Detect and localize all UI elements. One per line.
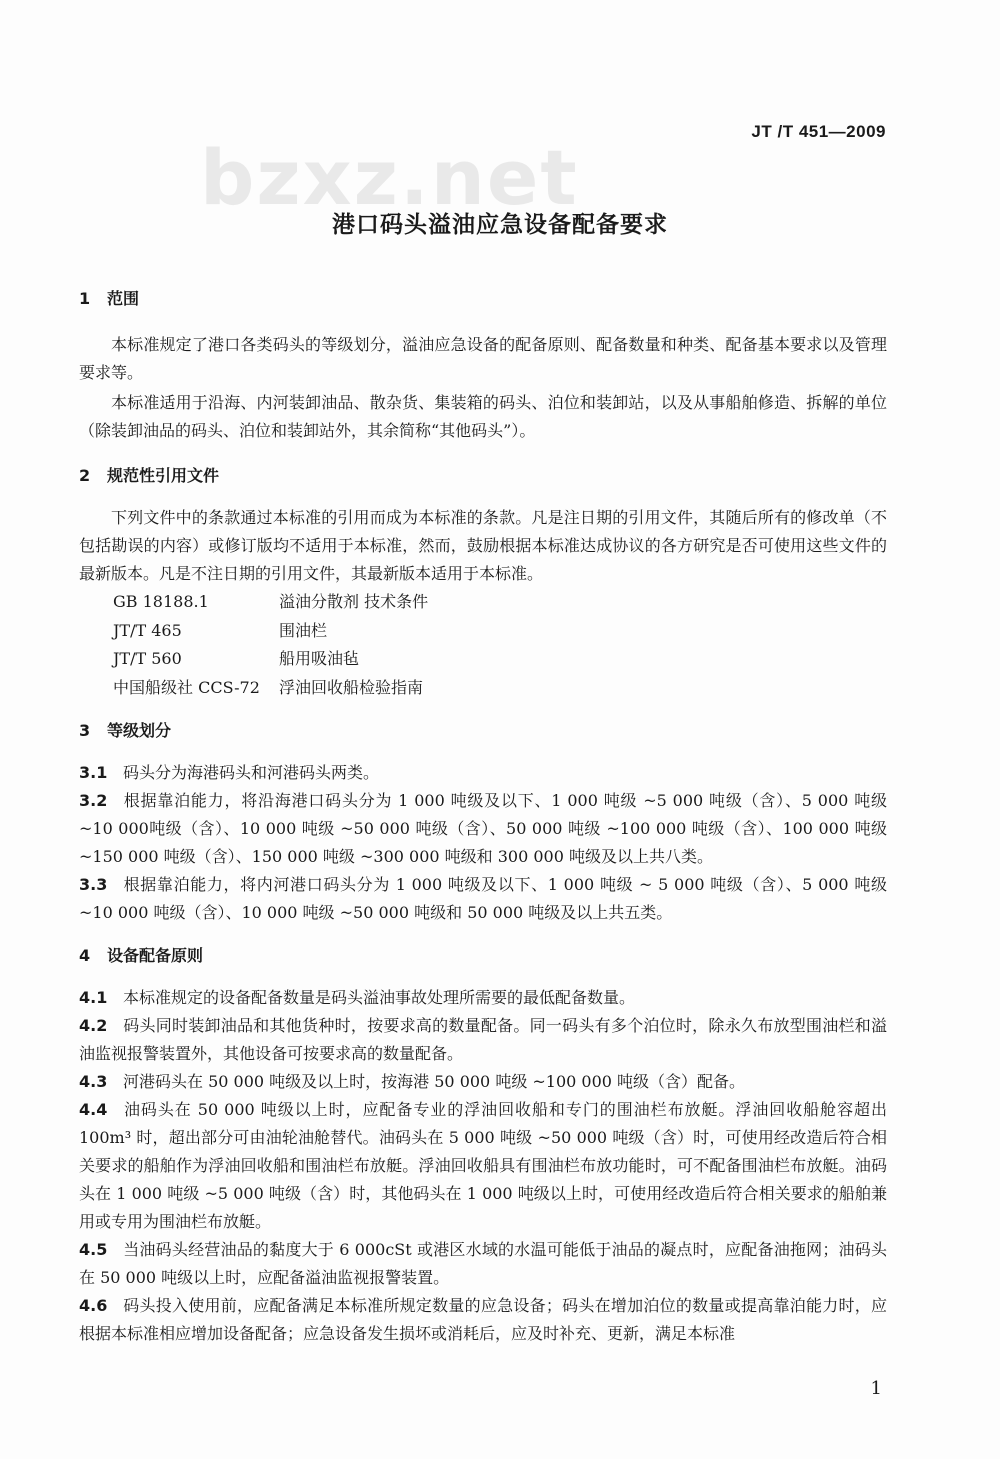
section-title: 规范性引用文件 — [107, 466, 220, 485]
reference-item — [113, 617, 887, 646]
section-number: 3 — [79, 721, 91, 740]
clause-number: 3.3 — [79, 875, 108, 894]
reference-name: 船用吸油毡 — [279, 649, 360, 668]
clause-text: 根据靠泊能力，将内河港口码头分为 1 000 吨级及以下、1 000 吨级 ~ 5 000 吨级（含）、5 000 吨级 ~10 000 吨级（含）、10 000 吨级 ~50 000 吨级和 50 000 吨级及以上共五类。 — [79, 875, 887, 922]
section-number: 1 — [79, 289, 91, 308]
clause-text: 油码头在 50 000 吨级以上时，应配备专业的浮油回收船和专门的围油栏布放艇。浮油回收船舱容超出 100m³ 时，超出部分可由油轮油舱替代。油码头在 5 000 吨级 ~50 000 吨级（含）时，可使用经改造后符合相关要求的船舶作为浮油回收船和围油栏布放艇。浮油回收船具有围油栏布放功能时，可不配备围油栏布放艇。油码头在 1 000 吨级 ~5 000 吨级（含）时，其他码头在 1 000 吨级以上时，可使用经改造后符合相关要求的船舶兼用或专用为围油栏布放艇。 — [79, 1100, 887, 1231]
clause — [79, 1068, 887, 1096]
reference-code: JT/T 560 — [113, 649, 182, 668]
reference-name: 浮油回收船检验指南 — [279, 677, 424, 697]
clause-text: 码头同时装卸油品和其他货种时，按要求高的数量配备。同一码头有多个泊位时，除永久布放型围油栏和溢油监视报警装置外，其他设备可按要求高的数量配备。 — [79, 1016, 887, 1063]
section-title: 设备配备原则 — [107, 946, 204, 965]
clause — [79, 984, 887, 1012]
reference-item — [113, 645, 887, 674]
clause — [79, 871, 887, 927]
section-title: 范围 — [107, 289, 140, 308]
clause-text: 当油码头经营油品的黏度大于 6 000cSt 或港区水域的水温可能低于油品的凝点时，应配备油拖网；油码头在 50 000 吨级以上时，应配备溢油监视报警装置。 — [79, 1240, 887, 1287]
paragraph: 本标准规定了港口各类码头的等级划分，溢油应急设备的配备原则、配备数量和种类、配备基本要求以及管理要求等。 — [79, 335, 887, 382]
reference-name: 溢油分散剂 技术条件 — [279, 592, 429, 611]
section-title: 等级划分 — [107, 721, 172, 740]
section-heading-2 — [79, 463, 887, 486]
clause-text: 码头投入使用前，应配备满足本标准所规定数量的应急设备；码头在增加泊位的数量或提高靠泊能力时，应根据本标准相应增加设备配备；应急设备发生损坏或消耗后，应及时补充、更新，满足本标准 — [79, 1296, 887, 1343]
clause-text: 根据靠泊能力，将沿海港口码头分为 1 000 吨级及以下、1 000 吨级 ~5 000 吨级（含）、5 000 吨级 ~10 000吨级（含）、10 000 吨级 ~50 000 吨级（含）、50 000 吨级 ~100 000 吨级（含）、100 000 吨级 ~150 000 吨级（含）、150 000 吨级 ~300 000 吨级和 300 000 吨级及以上共八类。 — [79, 791, 887, 866]
page-number: 1 — [870, 1378, 882, 1399]
clause-text: 本标准规定的设备配备数量是码头溢油事故处理所需要的最低配备数量。 — [123, 988, 636, 1007]
clause-number: 4.3 — [79, 1072, 108, 1091]
reference-item — [113, 588, 887, 617]
watermark: bzxz.net — [200, 133, 579, 222]
clause — [79, 1236, 887, 1292]
clause-text: 码头分为海港码头和河港码头两类。 — [123, 763, 380, 782]
clause-number: 3.1 — [79, 763, 108, 782]
clause-number: 4.5 — [79, 1240, 108, 1259]
section-heading-3 — [79, 718, 887, 741]
reference-code: GB 18188.1 — [113, 592, 209, 611]
paragraph: 下列文件中的条款通过本标准的引用而成为本标准的条款。凡是注日期的引用文件，其随后所有的修改单（不包括勘误的内容）或修订版均不适用于本标准，然而，鼓励根据本标准达成协议的各方研究是否可使用这些文件的最新版本。凡是不注日期的引用文件，其最新版本适用于本标准。 — [79, 508, 887, 583]
reference-code: 中国船级社 CCS-72 — [113, 677, 260, 697]
paragraph: 本标准适用于沿海、内河装卸油品、散杂货、集装箱的码头、泊位和装卸站，以及从事船舶修造、拆解的单位（除装卸油品的码头、泊位和装卸站外，其余简称“其他码头”）。 — [79, 393, 887, 440]
document-title: 港口码头溢油应急设备配备要求 — [332, 212, 668, 238]
section-number: 2 — [79, 466, 91, 485]
reference-code: JT/T 465 — [113, 620, 182, 640]
reference-item — [113, 674, 887, 703]
clause-number: 4.2 — [79, 1016, 108, 1035]
clause-number: 4.6 — [79, 1296, 108, 1315]
clause — [79, 759, 887, 787]
section-heading-4 — [79, 943, 887, 966]
clause — [79, 1012, 887, 1068]
clause-number: 4.4 — [79, 1100, 108, 1119]
standard-code: JT /T 451—2009 — [751, 122, 886, 141]
reference-name: 围油栏 — [279, 620, 328, 640]
document-body — [79, 282, 887, 1348]
reference-list — [79, 588, 887, 702]
clause-number: 4.1 — [79, 988, 108, 1007]
clause — [79, 1292, 887, 1348]
section-number: 4 — [79, 946, 91, 965]
section-heading-1 — [79, 286, 887, 309]
clause-number: 3.2 — [79, 791, 108, 810]
clause — [79, 1096, 887, 1236]
clause — [79, 787, 887, 871]
clause-text: 河港码头在 50 000 吨级及以上时，按海港 50 000 吨级 ~100 000 吨级（含）配备。 — [123, 1072, 746, 1091]
